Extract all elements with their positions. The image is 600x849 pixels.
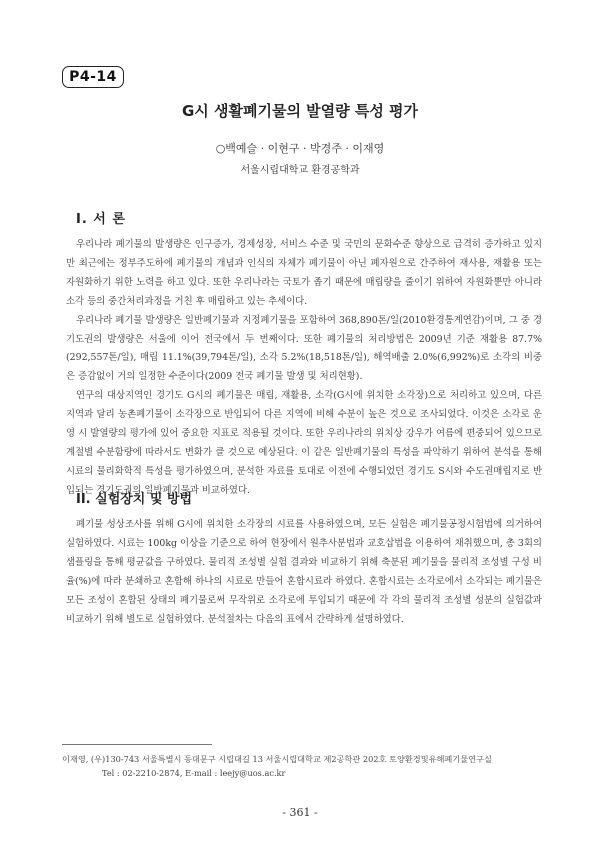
introduction-body [66, 236, 542, 501]
section-heading-introduction: I. 서 론 [76, 212, 126, 227]
body-paragraph: 우리나라 폐기물 발생량은 일반폐기물과 지정폐기물을 포함하여 368,890톤/일(2010환경통계연감)이며, 그 중 경기도권의 발생량은 서울에 이어 전국에서 두 번째이다. 또한 폐기물의 처리방법은 2009년 기준 재활용 87.7%(292,557톤/일), 매립 11.1%(39,794톤/일), 소각 5.2%(18,518톤/일), 해역배출 2.0%(6,992%)로 소각의 비중은 증감없이 거의 일정한 수준이다(2009 전국 폐기물 발생 및 처리현황). [66, 314, 542, 383]
author-affiliation: 서울시립대학교 환경공학과 [240, 165, 360, 176]
body-paragraph: 연구의 대상지역인 경기도 G시의 폐기물은 매립, 재활용, 소각(G시에 위치한 소각장)으로 처리하고 있으며, 다른 지역과 달리 농촌폐기물이 소각장으로 반입되어 다른 지역에 비해 수분이 높은 것으로 조사되었다. 이것은 소각로 운영 시 발열량의 평가에 있어 중요한 지표로 적용될 것이다. 또한 우리나라의 위치상 강우가 여름에 편중되어 있으므로 계절별 수분함량에 따라서도 변화가 클 것으로 예상된다. 이 같은 일반폐기물의 특성을 파악하기 위하여 분석을 통해 시료의 물리화학적 특성을 평가하였으며, 분석한 자료를 토대로 이전에 수행되었던 경기도 S시와 수도권매립지로 반입되는 경기도권의 일반폐기물과 비교하였다. [66, 390, 542, 496]
footnote-contact: Tel : 02-2210-2874, E-mail : leejy@uos.ac.kr [102, 768, 286, 778]
section-heading-methods: II. 실험장치 및 방법 [76, 492, 193, 507]
methods-body [66, 516, 542, 629]
paper-title: G시 생활폐기물의 발열량 특성 평가 [181, 102, 419, 120]
page-number: - 361 - [282, 806, 318, 819]
footnote-divider [62, 744, 212, 745]
body-paragraph: 우리나라 폐기물의 발생량은 인구증가, 경제성장, 서비스 수준 및 국민의 문화수준 향상으로 급격히 증가하고 있지만 최근에는 정부주도하에 폐기물의 개념과 인식의 자체가 폐기물이 아닌 폐자원으로 간주하여 재사용, 재활용 또는 자원화하기 위한 노력을 하고 있다. 또한 우리나라는 국토가 좁기 때문에 매립량을 줄이기 위하여 자원화뿐만 아니라 소각 등의 중간처리과정을 거친 후 매립하고 있는 추세이다. [66, 239, 542, 307]
author-list: ○백예슬 · 이현구 · 박경주 · 이재영 [215, 142, 385, 155]
poster-code-badge: P4-14 [62, 66, 124, 88]
footnote-address: 이재영, (우)130-743 서울특별시 동대문구 시립대길 13 서울시립대학교 제2공학관 202호 토양환경및유해폐기물연구실 [62, 754, 492, 764]
body-paragraph: 폐기물 성상조사를 위해 G시에 위치한 소각장의 시료를 사용하였으며, 모든 실험은 폐기물공정시험법에 의거하여 실험하였다. 시료는 100kg 이상을 기준으로 하여 현장에서 원추사분법과 교호삽법을 이용하여 채취했으며, 총 3회의 샘플링을 통해 평균값을 구하였다. 물리적 조성별 실험 결과와 비교하기 위해 축분된 폐기물을 물리적 조성별 구성 비율(%)에 따라 분쇄하고 혼합해 하나의 시료로 만들어 혼합시료라 하였다. 혼합시료는 소각로에서 소각되는 폐기물은 모든 조성이 혼합된 상태의 폐기물로써 무작위로 소각로에 투입되기 때문에 각 각의 물리적 조성별 성분의 실험값과 비교하기 위해 별도로 실험하였다. 분석절차는 다음의 표에서 간략하게 설명하였다. [66, 519, 542, 625]
footnote [62, 752, 542, 780]
